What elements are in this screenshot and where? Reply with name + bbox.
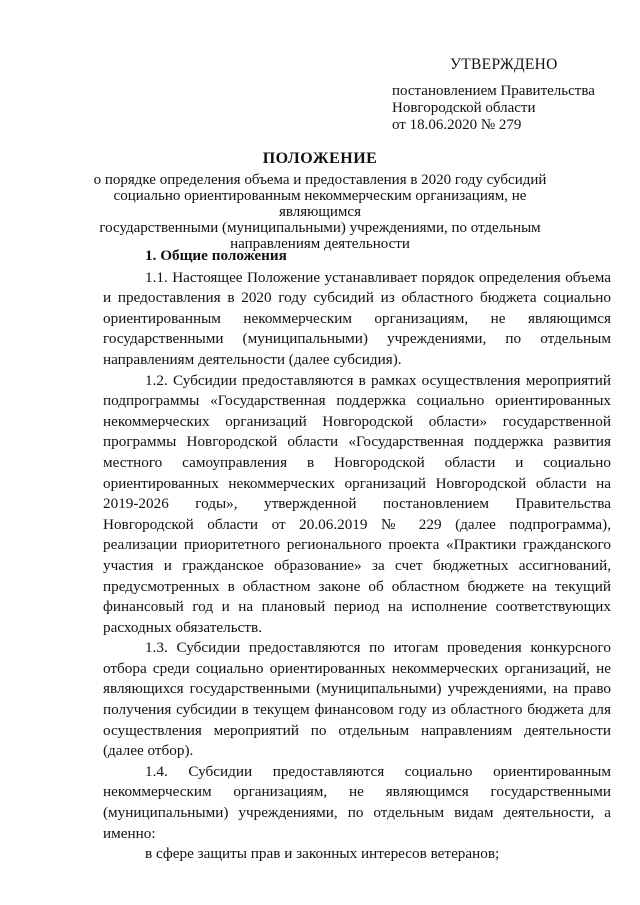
document-subtitle: [90, 172, 550, 252]
approval-stamp: [392, 56, 622, 134]
document-title-block: [90, 150, 550, 252]
approval-line-2: Новгородской области: [392, 100, 536, 116]
paragraph-1-4: 1.4. Субсидии предоставляются социально ориентированным некоммерческим организациям, не являющимся государственными (муниципальными) учреждениями, по отдельным видам деятельности, а именно:: [103, 762, 611, 842]
paragraph-1-2: 1.2. Субсидии предоставляются в рамках осуществления мероприятий подпрограммы «Государственная поддержка социально ориентированных некоммерческих организаций Новгородской области» государственной программы Новгородской области «Государственная поддержка развития местного самоуправления в Новгородской области и социально ориентированных некоммерческих организаций Новгородской области на 2019-2026 годы», утвержденной постановлением Правительства Новгородской области от 20.06.2019 № 229 (далее подпрограмма), реализации приоритетного регионального проекта «Практики гражданского участия и гражданское образование» за счет бюджетных ассигнований, предусмотренных в областном законе об областном бюджете на текущий финансовый год и на плановый период на исполнение соответствующих расходных обязательств.: [103, 371, 611, 636]
approval-line-1: постановлением Правительства: [392, 83, 595, 99]
subtitle-line-1: о порядке определения объема и предоставления в 2020 году субсидий: [93, 172, 547, 188]
document-title: ПОЛОЖЕНИЕ: [262, 150, 378, 167]
subtitle-line-2: социально ориентированным некоммерческим организациям, не являющимся: [113, 188, 527, 220]
paragraph-1-1: 1.1. Настоящее Положение устанавливает порядок определения объема и предоставления в 2020 году субсидий из областного бюджета социально ориентированным некоммерческим организациям, не являющимся государственными (муниципальными) учреждениями, по отдельным направлениям деятельности (далее субсидия).: [103, 268, 611, 368]
paragraph-1-3: 1.3. Субсидии предоставляются по итогам проведения конкурсного отбора среди социально ориентированных некоммерческих организаций, не являющихся государственными (муниципальными) учреждениями, на право получения субсидии в текущем финансовом году из областного бюджета для осуществления мероприятий по отдельным направлениям деятельности (далее отбор).: [103, 639, 611, 760]
subtitle-line-3: государственными (муниципальными) учреждениями, по отдельным: [99, 220, 541, 236]
document-body: [103, 246, 611, 865]
paragraph-list-item: в сфере защиты прав и законных интересов ветеранов;: [145, 845, 500, 863]
section-heading: 1. Общие положения: [145, 247, 287, 264]
approval-heading: УТВЕРЖДЕНО: [450, 56, 558, 73]
approval-line-3: от 18.06.2020 № 279: [392, 117, 522, 133]
subtitle-line-4: направлениям деятельности: [230, 236, 410, 252]
